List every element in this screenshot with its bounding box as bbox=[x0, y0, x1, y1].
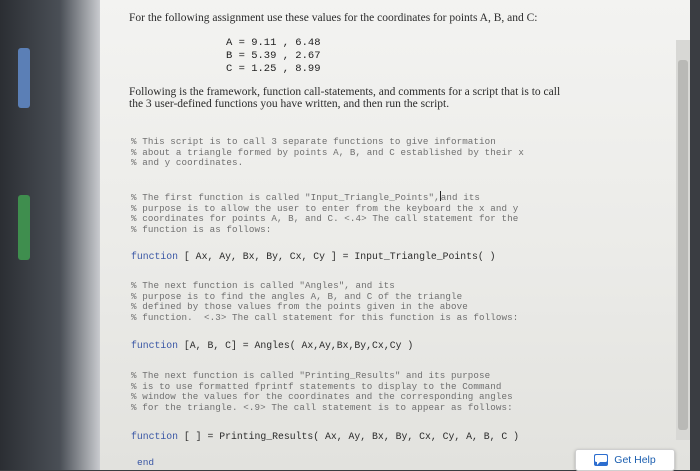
coordinates-block bbox=[226, 37, 321, 76]
comment-block-4 bbox=[131, 371, 513, 413]
comment-line: % purpose is to allow the user to enter from the keyboard the x and y bbox=[131, 202, 519, 214]
function-keyword: function bbox=[131, 340, 179, 351]
end-keyword: end bbox=[137, 457, 155, 468]
chat-icon-svg bbox=[594, 454, 608, 466]
comment-line: % function. <.3> The call statement for this function is as follows: bbox=[131, 311, 519, 323]
comment-line bbox=[131, 191, 518, 204]
function-keyword: function bbox=[131, 251, 179, 262]
comment-block-3 bbox=[131, 281, 518, 323]
call-statement-printing-results bbox=[131, 431, 519, 442]
scrollbar[interactable] bbox=[676, 40, 690, 440]
comment-line: % This script is to call 3 separate functions to give information bbox=[131, 136, 496, 147]
coordinate-a: A = 9.11 , 6.48 bbox=[226, 37, 321, 49]
instructions-text: Following is the framework, function call-statements, and comments for a script that is to call the 3 user-defined functions you have written, and then run the script. bbox=[129, 86, 561, 110]
chat-icon bbox=[594, 454, 608, 466]
left-tab-blue bbox=[18, 48, 30, 108]
comment-line: % The next function is called "Angles", and its bbox=[131, 280, 395, 291]
comment-line: % window the values for the coordinates and the corresponding angles bbox=[131, 391, 513, 402]
statement-body: [ ] = Printing_Results( Ax, Ay, Bx, By, Cx, Cy, A, B, C ) bbox=[178, 431, 520, 442]
comment-line: % coordinates for points A, B, and C. <.4> The call statement for the bbox=[131, 213, 519, 224]
comment-block-1 bbox=[131, 137, 524, 169]
comment-line: % purpose is to find the angles A, B, and C of the triangle bbox=[131, 290, 463, 302]
comment-line-end: and its bbox=[440, 192, 481, 203]
comment-line: % and y coordinates. bbox=[131, 157, 244, 168]
call-statement-angles bbox=[131, 340, 413, 351]
left-window-edge bbox=[0, 0, 100, 470]
coordinate-c: C = 1.25 , 8.99 bbox=[226, 63, 321, 75]
comment-line-start: % The first function is called "Input_Triangle_Points", bbox=[131, 192, 440, 203]
call-statement-input-triangle-points bbox=[131, 251, 496, 262]
scrollbar-thumb[interactable] bbox=[678, 60, 688, 430]
comment-block-2 bbox=[131, 191, 518, 235]
comment-line: % for the triangle. <.9> The call statement is to appear as follows: bbox=[131, 401, 513, 413]
comment-line: % defined by those values from the points given in the above bbox=[131, 301, 468, 312]
comment-line: % function is as follows: bbox=[131, 223, 272, 235]
get-help-button[interactable] bbox=[575, 449, 675, 471]
coordinate-b: B = 5.39 , 2.67 bbox=[226, 50, 321, 62]
get-help-label: Get Help bbox=[614, 454, 656, 466]
left-tab-green-small bbox=[18, 232, 30, 260]
statement-body: [ Ax, Ay, Bx, By, Cx, Cy ] = Input_Triangle_Points( ) bbox=[178, 251, 496, 262]
statement-body: [A, B, C] = Angles( Ax,Ay,Bx,By,Cx,Cy ) bbox=[178, 340, 414, 351]
intro-text: For the following assignment use these values for the coordinates for points A, B, and C: bbox=[129, 12, 538, 24]
function-keyword: function bbox=[131, 431, 179, 442]
comment-line: % The next function is called "Printing_Results" and its purpose bbox=[131, 370, 491, 381]
comment-line: % about a triangle formed by points A, B, and C established by their x bbox=[131, 146, 524, 158]
comment-line: % is to use formatted fprintf statements to display to the Command bbox=[131, 380, 502, 392]
